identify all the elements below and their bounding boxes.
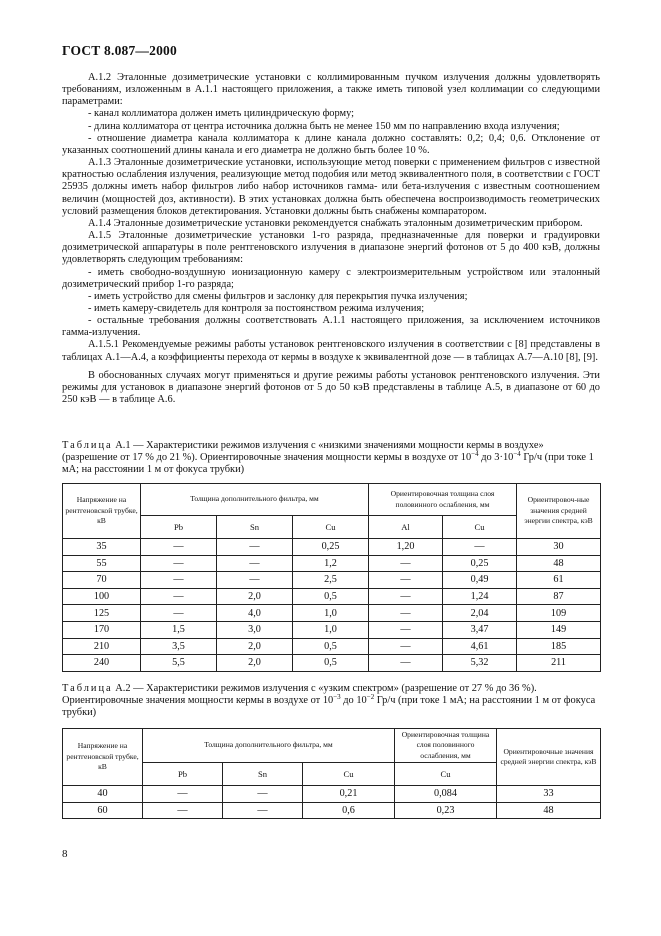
table-label: Таблица <box>62 440 113 451</box>
table-row: 240 5,5 2,0 0,5 — 5,32 211 <box>63 655 601 672</box>
paragraph-other-modes: В обоснованных случаях могут применяться и другие режимы работы установок рентгеновского излучения. Эти режимы для установок в диапазоне энергий фотонов от 5 до 50 кэВ представлены в таблице А.5, в диапазоне от 60 до 250 кэВ — в таблице А.6. <box>62 369 600 406</box>
header-cu: Cu <box>293 516 369 539</box>
table-row: 170 1,5 3,0 1,0 — 3,47 149 <box>63 621 601 638</box>
table-row: 40 — — 0,21 0,084 33 <box>63 786 601 803</box>
header-pb: Pb <box>143 763 223 786</box>
table-a1-caption: Таблица А.1 — Характеристики режимов излучения с «низкими значениями мощности кермы в воздухе» (разрешение от 17 % до 21 %). Ориентировочные значения мощности кермы в воздухе от $10^{-4}$ до $3\cdot 10^{-4}$ Гр/ч (при токе 1 мА; на расстоянии 1 м от фокуса трубки) <box>62 440 594 476</box>
header-cu: Cu <box>303 763 395 786</box>
paragraph-a-1-5-1: А.1.5.1 Рекомендуемые режимы работы установок рентгеновского излучения в соответствии с [8] представлены в таблицах А.1—А.4, а коэффициенты перехода от кермы в воздухе к эквивалентной дозе — в таблицах А.7—А.10 [8], [9]. <box>62 339 600 363</box>
header-sn: Sn <box>223 763 303 786</box>
document-header: ГОСТ 8.087—2000 <box>62 43 177 58</box>
body-text <box>62 72 600 406</box>
paragraph-a-1-5: А.1.5 Эталонные дозиметрические установки 1-го разряда, предназначенные для поверки и градуировки дозиметрической аппаратуры в поле рентгеновского излучения в диапазоне энергий фотонов от 5 до 400 кэВ, должны удовлетворять следующим требованиям: <box>62 230 600 266</box>
header-pb: Pb <box>141 516 217 539</box>
table-row: 60 — — 0,6 0,23 48 <box>63 802 601 819</box>
paragraph-a-1-4: А.1.4 Эталонные дозиметрические установки рекомендуется снабжать эталонным дозиметрическим прибором. <box>88 217 583 229</box>
header-filter-thickness: Толщина дополнительного фильтра, мм <box>141 484 369 516</box>
table-label: Таблица <box>62 683 113 694</box>
list-item: - остальные требования должны соответствовать А.1.1 настоящего приложения, за исключением источников гамма-излучения. <box>62 315 600 339</box>
header-mean-energy: Ориентировоч-ные значения средней энергии спектра, кэВ <box>517 484 601 539</box>
paragraph-a-1-2: А.1.2 Эталонные дозиметрические установки с коллимированным пучком излучения должны удовлетворять требованиям, изложенным в А.1.1 настоящего приложения, а также иметь типовой узел коллимации со следующими параметрами: <box>62 72 600 108</box>
list-item: - иметь камеру-свидетель для контроля за постоянством режима излучения; <box>88 302 425 314</box>
header-cu-hvl: Cu <box>395 763 497 786</box>
header-sn: Sn <box>217 516 293 539</box>
table-row: 35 — — 0,25 1,20 — 30 <box>63 539 601 556</box>
list-item: - иметь свободно-воздушную ионизационную камеру с электроизмерительным устройством или эталонный дозиметрический прибор 1-го разряда; <box>62 266 600 290</box>
table-a1 <box>62 483 601 672</box>
header-al: Al <box>369 516 443 539</box>
table-row: 55 — — 1,2 — 0,25 48 <box>63 555 601 572</box>
list-item: - отношение диаметра канала коллиматора к длине канала должно составлять: 0,2; 0,4; 0,6. Отклонение от указанных соотношений длины канала и его диаметра не должно быть более 10 %. <box>62 132 600 156</box>
table-row: 125 — 4,0 1,0 — 2,04 109 <box>63 605 601 622</box>
header-filter-thickness: Толщина дополнительного фильтра, мм <box>143 729 395 763</box>
paragraph-a-1-3: А.1.3 Эталонные дозиметрические установки, использующие метод поверки с применением фильтров с известной кратностью ослабления излучения, реализующие метод подобия или метод эквивалентного поля, в соответствии с ГОСТ 25935 должны иметь набор фильтров либо набор источников гамма- или бета-излучения с известным соотношением величин (мощностей доз, активности). В этих установках должна быть обеспечена воспроизводимость геометрических условий размещения блоков детектирования. Установки должны быть снабжены компаратором. <box>62 157 600 217</box>
list-item: - иметь устройство для смены фильтров и заслонку для перекрытия пучка излучения; <box>88 290 468 302</box>
table-a2-caption: Таблица А.2 — Характеристики режимов излучения с «узким спектром» (разрешение от 27 % до 36 %). Ориентировочные значения мощности кермы в воздухе от $10^{-3}$ до $10^{-2}$ Гр/ч (при токе 1 мА; на расстоянии 1 м от фокуса трубки) <box>62 683 596 719</box>
table-a2 <box>62 728 601 819</box>
header-voltage: Напряжение на рентгеновской трубке, кВ <box>63 484 141 539</box>
list-item: - длина коллиматора от центра источника должна быть не менее 150 мм по направлению входа излучения; <box>88 120 560 132</box>
table-row: 70 — — 2,5 — 0,49 61 <box>63 572 601 589</box>
header-cu-hvl: Cu <box>443 516 517 539</box>
table-row: 100 — 2,0 0,5 — 1,24 87 <box>63 588 601 605</box>
page-number: 8 <box>62 848 68 860</box>
header-mean-energy: Ориентировочные значения средней энергии спектра, кэВ <box>497 729 601 786</box>
header-voltage: Напряжение на рентгеновской трубке, кВ <box>63 729 143 786</box>
header-half-value-layer: Ориентировочная толщина слоя половинного ослабления, мм <box>395 729 497 763</box>
table-row: 210 3,5 2,0 0,5 — 4,61 185 <box>63 638 601 655</box>
list-item: - канал коллиматора должен иметь цилиндрическую форму; <box>88 108 355 120</box>
header-half-value-layer: Ориентировочная толщина слоя половинного ослабления, мм <box>369 484 517 516</box>
